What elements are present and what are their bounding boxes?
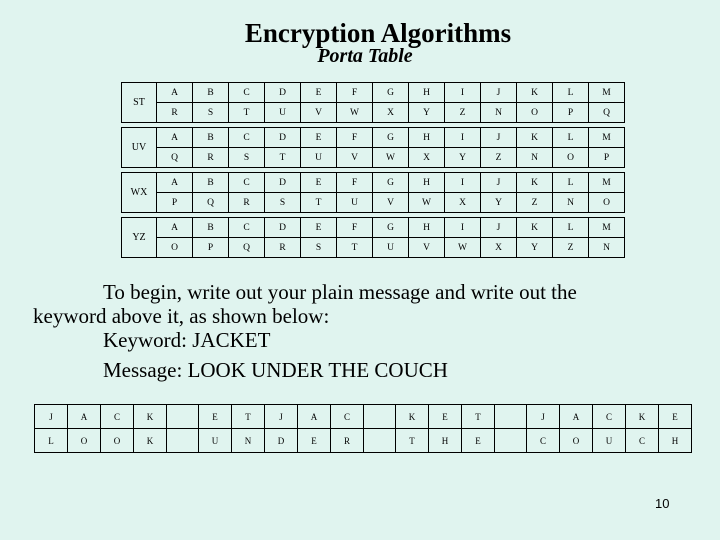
porta-letter-cell: C	[229, 218, 265, 238]
porta-letter-cell: S	[301, 238, 337, 258]
porta-letter-cell: H	[409, 218, 445, 238]
porta-letter-cell: X	[445, 193, 481, 213]
porta-letter-cell: Y	[481, 193, 517, 213]
message-letter-cell: O	[560, 429, 593, 453]
porta-letter-cell: V	[301, 103, 337, 123]
keyword-line: Keyword: JACKET	[103, 328, 271, 352]
message-letter-cell: O	[68, 429, 101, 453]
page-number: 10	[655, 496, 670, 511]
message-line: Message: LOOK UNDER THE COUCH	[103, 358, 448, 382]
message-letter-cell	[495, 429, 527, 453]
porta-letter-cell: Z	[517, 193, 553, 213]
instruction-line-2: keyword above it, as shown below:	[33, 304, 330, 328]
porta-letter-cell: M	[589, 173, 625, 193]
porta-letter-cell: N	[517, 148, 553, 168]
message-letter-cell: K	[134, 429, 167, 453]
porta-letter-cell: C	[229, 83, 265, 103]
message-letter-cell: O	[101, 429, 134, 453]
porta-letter-cell: D	[265, 218, 301, 238]
porta-letter-cell: O	[589, 193, 625, 213]
porta-letter-cell: L	[553, 218, 589, 238]
porta-letter-cell: H	[409, 173, 445, 193]
porta-letter-cell: Y	[517, 238, 553, 258]
keyword-letter-cell: T	[232, 405, 265, 429]
porta-letter-cell: U	[337, 193, 373, 213]
porta-letter-cell: K	[517, 83, 553, 103]
porta-letter-cell: U	[373, 238, 409, 258]
porta-letter-cell: X	[409, 148, 445, 168]
porta-letter-cell: F	[337, 83, 373, 103]
porta-letter-cell: B	[193, 83, 229, 103]
porta-letter-cell: I	[445, 83, 481, 103]
porta-letter-cell: I	[445, 173, 481, 193]
instruction-line-1: To begin, write out your plain message and write out the	[103, 280, 577, 304]
porta-letter-cell: V	[409, 238, 445, 258]
message-letter-cell: C	[527, 429, 560, 453]
porta-letter-cell: N	[589, 238, 625, 258]
porta-letter-cell: J	[481, 128, 517, 148]
porta-letter-cell: E	[301, 173, 337, 193]
porta-letter-cell: F	[337, 128, 373, 148]
porta-letter-cell: P	[589, 148, 625, 168]
message-letter-cell: C	[626, 429, 659, 453]
key-pair-cell: UV	[122, 128, 157, 168]
porta-letter-cell: Q	[193, 193, 229, 213]
porta-letter-cell: S	[229, 148, 265, 168]
porta-letter-cell: W	[373, 148, 409, 168]
porta-letter-cell: P	[193, 238, 229, 258]
porta-letter-cell: X	[481, 238, 517, 258]
keyword-letter-cell: J	[265, 405, 298, 429]
porta-letter-cell: E	[301, 83, 337, 103]
porta-letter-cell: A	[157, 218, 193, 238]
porta-letter-cell: M	[589, 128, 625, 148]
porta-letter-cell: N	[553, 193, 589, 213]
message-row	[35, 429, 692, 453]
message-letter-cell: R	[331, 429, 364, 453]
porta-row-top	[122, 218, 625, 238]
slide-title: Encryption Algorithms	[244, 18, 512, 48]
porta-letter-cell: R	[265, 238, 301, 258]
keyword-letter-cell: T	[462, 405, 495, 429]
keyword-letter-cell: K	[134, 405, 167, 429]
message-letter-cell: D	[265, 429, 298, 453]
porta-letter-cell: B	[193, 128, 229, 148]
message-letter-cell: U	[593, 429, 626, 453]
porta-row-bottom	[122, 148, 625, 168]
porta-letter-cell: C	[229, 173, 265, 193]
message-letter-cell	[364, 429, 396, 453]
keyword-letter-cell: C	[101, 405, 134, 429]
porta-letter-cell: Z	[553, 238, 589, 258]
keyword-letter-cell: C	[593, 405, 626, 429]
porta-letter-cell: E	[301, 128, 337, 148]
porta-letter-cell: M	[589, 218, 625, 238]
porta-letter-cell: A	[157, 173, 193, 193]
porta-letter-cell: K	[517, 128, 553, 148]
porta-letter-cell: O	[553, 148, 589, 168]
message-letter-cell: E	[462, 429, 495, 453]
porta-letter-cell: K	[517, 173, 553, 193]
porta-letter-cell: J	[481, 218, 517, 238]
porta-row-top	[122, 128, 625, 148]
message-letter-cell: H	[429, 429, 462, 453]
porta-letter-cell: H	[409, 128, 445, 148]
porta-letter-cell: E	[301, 218, 337, 238]
porta-letter-cell: R	[193, 148, 229, 168]
keyword-letter-cell	[167, 405, 199, 429]
keyword-letter-cell: A	[298, 405, 331, 429]
message-letter-cell: T	[396, 429, 429, 453]
key-pair-cell: YZ	[122, 218, 157, 258]
porta-letter-cell: M	[589, 83, 625, 103]
message-letter-cell	[167, 429, 199, 453]
keyword-letter-cell: E	[199, 405, 232, 429]
porta-letter-cell: H	[409, 83, 445, 103]
keyword-letter-cell: J	[527, 405, 560, 429]
porta-letter-cell: G	[373, 218, 409, 238]
keyword-letter-cell: E	[429, 405, 462, 429]
porta-letter-cell: G	[373, 128, 409, 148]
message-letter-cell: E	[298, 429, 331, 453]
porta-letter-cell: Q	[589, 103, 625, 123]
porta-letter-cell: W	[337, 103, 373, 123]
porta-letter-cell: Q	[157, 148, 193, 168]
porta-letter-cell: J	[481, 83, 517, 103]
porta-letter-cell: Z	[445, 103, 481, 123]
porta-letter-cell: T	[265, 148, 301, 168]
keyword-letter-cell: K	[396, 405, 429, 429]
porta-letter-cell: W	[445, 238, 481, 258]
keyword-message-grid	[34, 404, 692, 453]
porta-letter-cell: X	[373, 103, 409, 123]
porta-letter-cell: V	[337, 148, 373, 168]
porta-letter-cell: W	[409, 193, 445, 213]
porta-letter-cell: T	[337, 238, 373, 258]
porta-row-top	[122, 173, 625, 193]
instruction-text	[33, 280, 673, 328]
porta-letter-cell: T	[229, 103, 265, 123]
porta-letter-cell: F	[337, 218, 373, 238]
porta-letter-cell: T	[301, 193, 337, 213]
porta-letter-cell: U	[301, 148, 337, 168]
porta-letter-cell: B	[193, 173, 229, 193]
porta-letter-cell: G	[373, 83, 409, 103]
porta-letter-cell: D	[265, 128, 301, 148]
porta-letter-cell: Q	[229, 238, 265, 258]
porta-table	[121, 82, 625, 258]
porta-letter-cell: O	[157, 238, 193, 258]
message-letter-cell: H	[659, 429, 692, 453]
porta-letter-cell: B	[193, 218, 229, 238]
keyword-letter-cell	[364, 405, 396, 429]
message-letter-cell: U	[199, 429, 232, 453]
porta-letter-cell: I	[445, 128, 481, 148]
porta-row-bottom	[122, 193, 625, 213]
porta-letter-cell: L	[553, 173, 589, 193]
porta-letter-cell: D	[265, 173, 301, 193]
porta-letter-cell: P	[157, 193, 193, 213]
porta-letter-cell: C	[229, 128, 265, 148]
porta-letter-cell: J	[481, 173, 517, 193]
porta-letter-cell: D	[265, 83, 301, 103]
keyword-letter-cell: A	[68, 405, 101, 429]
porta-letter-cell: Y	[409, 103, 445, 123]
key-pair-cell: ST	[122, 83, 157, 123]
porta-letter-cell: V	[373, 193, 409, 213]
porta-letter-cell: A	[157, 128, 193, 148]
porta-row-bottom	[122, 238, 625, 258]
porta-letter-cell: G	[373, 173, 409, 193]
keyword-letter-cell: J	[35, 405, 68, 429]
porta-letter-cell: U	[265, 103, 301, 123]
porta-letter-cell: Y	[445, 148, 481, 168]
porta-letter-cell: K	[517, 218, 553, 238]
keyword-letter-cell: K	[626, 405, 659, 429]
porta-letter-cell: P	[553, 103, 589, 123]
porta-letter-cell: R	[229, 193, 265, 213]
keyword-row	[35, 405, 692, 429]
keyword-letter-cell	[495, 405, 527, 429]
porta-letter-cell: R	[157, 103, 193, 123]
porta-letter-cell: F	[337, 173, 373, 193]
message-letter-cell: L	[35, 429, 68, 453]
slide-subtitle: Porta Table	[317, 45, 413, 67]
porta-letter-cell: L	[553, 83, 589, 103]
keyword-letter-cell: A	[560, 405, 593, 429]
porta-letter-cell: I	[445, 218, 481, 238]
porta-letter-cell: S	[193, 103, 229, 123]
keyword-letter-cell: E	[659, 405, 692, 429]
porta-letter-cell: A	[157, 83, 193, 103]
porta-letter-cell: N	[481, 103, 517, 123]
message-letter-cell: N	[232, 429, 265, 453]
porta-letter-cell: S	[265, 193, 301, 213]
porta-row-bottom	[122, 103, 625, 123]
porta-letter-cell: O	[517, 103, 553, 123]
porta-row-top	[122, 83, 625, 103]
key-pair-cell: WX	[122, 173, 157, 213]
keyword-letter-cell: C	[331, 405, 364, 429]
porta-letter-cell: Z	[481, 148, 517, 168]
porta-letter-cell: L	[553, 128, 589, 148]
